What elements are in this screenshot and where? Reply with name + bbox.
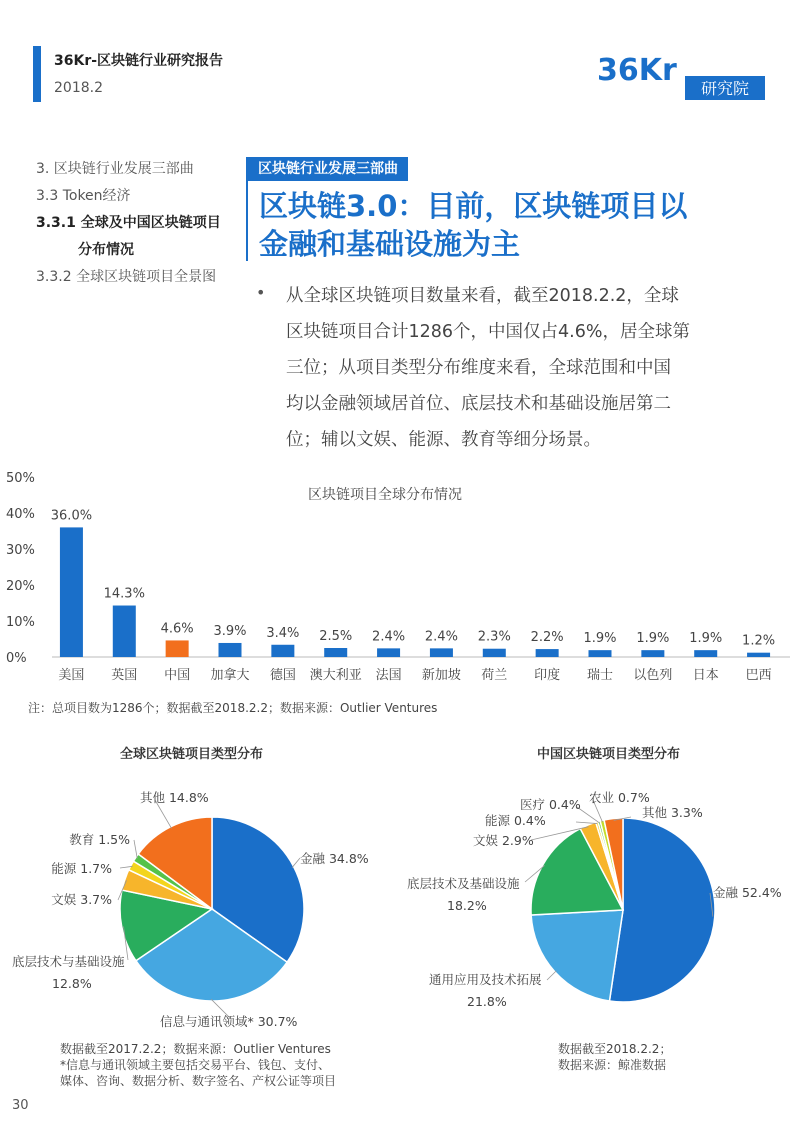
pie-slice-通用应用及技术拓展 bbox=[531, 910, 623, 1001]
bar-荷兰 bbox=[483, 649, 506, 657]
bar-以色列 bbox=[641, 650, 664, 657]
pie-slice-label: 其他 3.3% bbox=[642, 805, 703, 820]
bar-value-label: 1.2% bbox=[742, 633, 776, 649]
y-tick-label: 20% bbox=[6, 579, 35, 594]
pie-note-line: 媒体、咨询、数据分析、数字签名、产权公证等项目 bbox=[60, 1074, 337, 1088]
pie-slice-label: 医疗 0.4% bbox=[520, 797, 581, 812]
bar-value-label: 2.3% bbox=[477, 629, 511, 645]
bar-value-label: 14.3% bbox=[103, 586, 145, 602]
pie-slice-label: 文娱 2.9% bbox=[473, 833, 534, 848]
paragraph-line: 区块链项目合计1286个，中国仅占4.6%，居全球第 bbox=[286, 322, 690, 342]
pie-slice-label: 教育 1.5% bbox=[69, 832, 130, 847]
y-tick-label: 0% bbox=[6, 651, 27, 666]
y-tick-label: 10% bbox=[6, 615, 35, 630]
paragraph-line: 位；辅以文娱、能源、教育等细分场景。 bbox=[286, 430, 601, 450]
bar-美国 bbox=[60, 527, 83, 657]
bar-value-label: 3.9% bbox=[213, 623, 247, 639]
pie-slice-value: 18.2% bbox=[447, 898, 487, 913]
x-category-label: 日本 bbox=[692, 668, 719, 683]
x-category-label: 澳大利亚 bbox=[309, 668, 362, 683]
logo-subtext: 研究院 bbox=[700, 79, 750, 98]
x-category-label: 印度 bbox=[534, 668, 561, 683]
pie-leader-line bbox=[292, 858, 300, 868]
pie-slice-label: 底层技术与基础设施 bbox=[12, 954, 125, 969]
bar-法国 bbox=[377, 648, 400, 657]
section-divider bbox=[246, 181, 248, 261]
bar-value-label: 3.4% bbox=[266, 625, 300, 641]
pie-slice-label: 其他 14.8% bbox=[140, 790, 209, 805]
bar-value-label: 4.6% bbox=[160, 621, 194, 637]
pie-note-line: *信息与通讯领域主要包括交易平台、钱包、支付、 bbox=[60, 1058, 331, 1072]
pie-slice-label: 能源 0.4% bbox=[485, 813, 546, 828]
pie-slice-金融 bbox=[609, 818, 715, 1002]
y-tick-label: 50% bbox=[6, 471, 35, 486]
bar-德国 bbox=[271, 645, 294, 657]
pie-slice-label: 文娱 3.7% bbox=[51, 892, 112, 907]
china-pie-notes bbox=[558, 1041, 671, 1073]
bar-chart-note: 注：总项目数为1286个；数据截至2018.2.2；数据来源：Outlier Ventures bbox=[28, 701, 438, 715]
pie-slice-label: 金融 52.4% bbox=[713, 885, 782, 900]
bar-巴西 bbox=[747, 653, 770, 657]
bar-日本 bbox=[694, 650, 717, 657]
x-category-label: 中国 bbox=[164, 668, 191, 683]
x-category-label: 德国 bbox=[269, 668, 296, 683]
bar-chart-title: 区块链项目全球分布情况 bbox=[308, 487, 462, 503]
headline-line-1: 区块链3.0：目前，区块链项目以 bbox=[259, 189, 688, 223]
toc-item-2[interactable]: 3.3 Token经济 bbox=[36, 188, 131, 204]
pie-slice-value: 12.8% bbox=[52, 976, 92, 991]
global-distribution-bar-chart bbox=[0, 465, 794, 695]
bar-value-label: 2.4% bbox=[372, 629, 406, 645]
x-category-label: 巴西 bbox=[745, 668, 772, 683]
pie-note-line: 数据来源：鲸准数据 bbox=[558, 1058, 667, 1072]
bar-value-label: 1.9% bbox=[583, 631, 617, 647]
paragraph-line: 三位；从项目类型分布维度来看，全球范围和中国 bbox=[286, 358, 671, 378]
bar-中国 bbox=[166, 640, 189, 657]
bar-value-label: 1.9% bbox=[689, 631, 723, 647]
pie-slice-value: 21.8% bbox=[467, 994, 507, 1009]
bar-value-label: 2.5% bbox=[319, 629, 353, 644]
global-type-pie-chart bbox=[0, 770, 397, 1040]
pie-slice-label: 能源 1.7% bbox=[51, 861, 112, 876]
summary-paragraph bbox=[286, 278, 726, 458]
y-tick-label: 40% bbox=[6, 507, 35, 522]
pie-note-line: 数据截至2017.2.2；数据来源：Outlier Ventures bbox=[60, 1042, 331, 1056]
bar-value-label: 1.9% bbox=[636, 631, 670, 647]
x-category-label: 加拿大 bbox=[210, 668, 250, 683]
x-category-label: 瑞士 bbox=[586, 668, 614, 683]
pie-slice-label: 农业 0.7% bbox=[589, 790, 650, 805]
pie-leader-line bbox=[134, 840, 137, 859]
report-date: 2018.2 bbox=[54, 80, 103, 96]
paragraph-line: 从全球区块链项目数量来看，截至2018.2.2，全球 bbox=[286, 286, 679, 306]
36kr-logo bbox=[595, 46, 770, 102]
pie-slice-label: 底层技术及基础设施 bbox=[407, 876, 520, 891]
pie-slice-label: 金融 34.8% bbox=[300, 851, 369, 866]
headline-line-2: 金融和基础设施为主 bbox=[259, 227, 521, 261]
x-category-label: 荷兰 bbox=[481, 668, 508, 683]
pie-slice-label: 信息与通讯领域* 30.7% bbox=[160, 1014, 298, 1029]
toc-item-1[interactable]: 3. 区块链行业发展三部曲 bbox=[36, 161, 194, 177]
logo-text: 36Kr bbox=[597, 53, 677, 88]
pie-slice-label: 通用应用及技术拓展 bbox=[429, 972, 542, 987]
bar-英国 bbox=[113, 606, 136, 657]
bar-加拿大 bbox=[219, 643, 242, 657]
pie-leader-line bbox=[547, 971, 556, 980]
paragraph-line: 均以金融领域居首位、底层技术和基础设施居第二 bbox=[286, 394, 671, 414]
bar-value-label: 2.4% bbox=[424, 629, 458, 645]
global-pie-title: 全球区块链项目类型分布 bbox=[120, 747, 264, 762]
bar-value-label: 36.0% bbox=[50, 508, 93, 524]
section-tag: 区块链行业发展三部曲 bbox=[246, 157, 408, 181]
toc-item-3-cont[interactable]: 分布情况 bbox=[78, 242, 134, 258]
header-accent-bar bbox=[33, 46, 41, 102]
bar-澳大利亚 bbox=[324, 648, 347, 657]
bar-印度 bbox=[536, 649, 559, 657]
china-type-pie-chart bbox=[397, 770, 794, 1040]
bar-新加坡 bbox=[430, 648, 453, 657]
x-category-label: 英国 bbox=[111, 668, 138, 683]
bar-瑞士 bbox=[589, 650, 612, 657]
report-title: 36Kr-区块链行业研究报告 bbox=[54, 53, 224, 69]
bar-value-label: 2.2% bbox=[530, 630, 564, 646]
headline bbox=[259, 187, 779, 263]
toc-item-3[interactable]: 3.3.1 全球及中国区块链项目 bbox=[36, 215, 221, 231]
toc-item-4[interactable]: 3.3.2 全球区块链项目全景图 bbox=[36, 269, 217, 285]
china-pie-title: 中国区块链项目类型分布 bbox=[537, 747, 681, 762]
y-tick-label: 30% bbox=[6, 543, 35, 558]
x-category-label: 以色列 bbox=[633, 668, 673, 683]
global-pie-notes bbox=[60, 1041, 336, 1089]
x-category-label: 新加坡 bbox=[421, 668, 461, 683]
x-category-label: 美国 bbox=[58, 668, 85, 683]
pie-note-line: 数据截至2018.2.2； bbox=[558, 1042, 672, 1056]
x-category-label: 法国 bbox=[375, 668, 402, 683]
page-number: 30 bbox=[12, 1098, 29, 1113]
bullet-dot: • bbox=[256, 283, 266, 302]
